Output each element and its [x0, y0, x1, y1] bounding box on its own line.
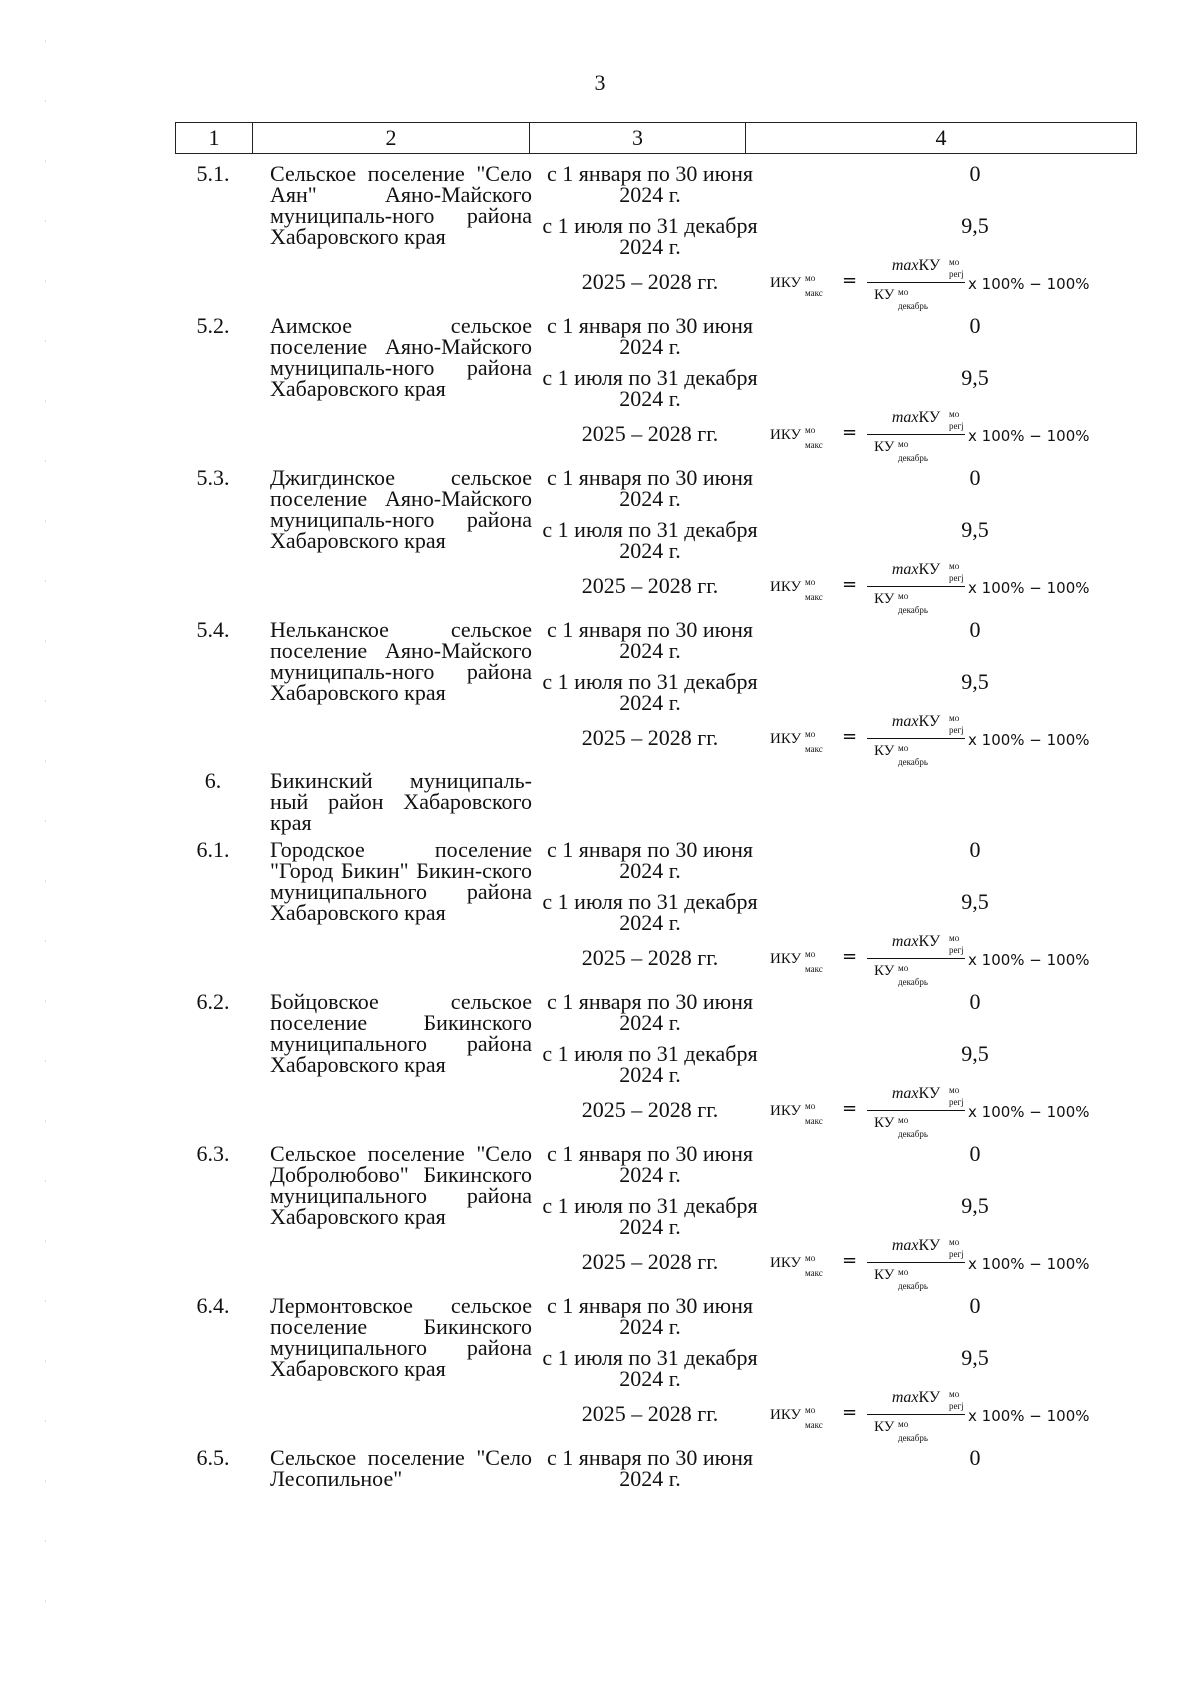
formula-ikumaks: [770, 255, 1140, 309]
period-2025-2028: 2025 – 2028 гг.: [581, 573, 719, 598]
index-value-first-half: 0: [969, 837, 981, 862]
table-row: [175, 467, 1137, 617]
formula-max: max: [891, 1085, 919, 1102]
formula-num-sub: регj: [949, 945, 964, 955]
table-row: [175, 839, 1137, 989]
index-value-second-half: 9,5: [961, 365, 989, 390]
period-2025-2028: 2025 – 2028 гг.: [581, 945, 719, 970]
formula-den-sub: декабрь: [898, 1281, 928, 1291]
formula-lhs-sub: макс: [805, 592, 823, 602]
formula-lhs-sup: мо: [805, 1405, 816, 1415]
formula-den-ku: КУ: [874, 1115, 895, 1131]
formula-num-sup: мо: [949, 257, 960, 267]
formula-numerator: [867, 1387, 965, 1411]
formula-lhs-text: ИКУ: [770, 579, 802, 595]
formula-fraction-bar: [867, 1110, 965, 1111]
formula-max: max: [891, 933, 919, 950]
table-row: [175, 163, 1137, 313]
index-value-second-half: 9,5: [961, 517, 989, 542]
formula-num-ku: КУ: [918, 1237, 941, 1254]
formula-lhs-text: ИКУ: [770, 1255, 802, 1271]
scan-margin-artifact: [45, 40, 46, 1640]
header-col-1: 1: [176, 123, 253, 154]
formula-den-sup: мо: [898, 439, 909, 449]
formula-denominator: [874, 961, 928, 987]
formula-lhs-sup: мо: [805, 729, 816, 739]
formula-fraction-bar: [867, 1262, 965, 1263]
formula-num-sub: регj: [949, 573, 964, 583]
index-value-second-half: 9,5: [961, 889, 989, 914]
period-second-half-2024: с 1 июля по 31 декабря 2024 г.: [542, 517, 758, 563]
formula-den-ku: КУ: [874, 287, 895, 303]
formula-fraction-bar: [867, 958, 965, 959]
formula-lhs-sup: мо: [805, 273, 816, 283]
formula-tail: x 100% − 100%: [968, 275, 1090, 293]
formula-lhs-text: ИКУ: [770, 427, 802, 443]
period-first-half-2024: с 1 января по 30 июня 2024 г.: [546, 1445, 753, 1491]
formula-ikumaks: [770, 559, 1140, 613]
formula-lhs-text: ИКУ: [770, 1407, 802, 1423]
period-second-half-2024: с 1 июля по 31 декабря 2024 г.: [542, 365, 758, 411]
formula-den-sub: декабрь: [898, 605, 928, 615]
period-second-half-2024: с 1 июля по 31 декабря 2024 г.: [542, 669, 758, 715]
period-2025-2028: 2025 – 2028 гг.: [581, 725, 719, 750]
formula-numerator: [867, 711, 965, 735]
period-2025-2028: 2025 – 2028 гг.: [581, 1401, 719, 1426]
formula-equals: =: [842, 1250, 858, 1271]
formula-ikumaks: [770, 1387, 1140, 1441]
formula-max: max: [891, 561, 919, 578]
formula-lhs-text: ИКУ: [770, 1103, 802, 1119]
formula-num-ku: КУ: [918, 933, 941, 950]
row-number: 5.4.: [196, 617, 230, 642]
formula-ikumaks: [770, 931, 1140, 985]
table-row: [175, 315, 1137, 465]
formula-num-sub: регj: [949, 725, 964, 735]
formula-den-sup: мо: [898, 1419, 909, 1429]
formula-lhs: [770, 425, 823, 450]
formula-lhs-sub: макс: [805, 1268, 823, 1278]
formula-num-sup: мо: [949, 561, 960, 571]
formula-den-sub: декабрь: [898, 757, 928, 767]
formula-num-sup: мо: [949, 409, 960, 419]
row-number: 6.1.: [196, 837, 230, 862]
formula-numerator: [867, 255, 965, 279]
period-second-half-2024: с 1 июля по 31 декабря 2024 г.: [542, 1193, 758, 1239]
formula-den-ku: КУ: [874, 743, 895, 759]
index-value-second-half: 9,5: [961, 1041, 989, 1066]
formula-lhs-sup: мо: [805, 425, 816, 435]
table-row: [175, 1143, 1137, 1293]
table-row: [175, 991, 1137, 1141]
formula-max: max: [891, 257, 919, 274]
period-first-half-2024: с 1 января по 30 июня 2024 г.: [546, 989, 753, 1035]
formula-max: max: [891, 409, 919, 426]
formula-lhs-sub: макс: [805, 744, 823, 754]
period-2025-2028: 2025 – 2028 гг.: [581, 1249, 719, 1274]
municipality-name: Лермонтовское сельское поселение Бикинского муниципального района Хабаровского края: [270, 1293, 532, 1381]
formula-den-ku: КУ: [874, 963, 895, 979]
formula-fraction-bar: [867, 1414, 965, 1415]
formula-num-ku: КУ: [918, 713, 941, 730]
formula-denominator: [874, 437, 928, 463]
period-first-half-2024: с 1 января по 30 июня 2024 г.: [546, 837, 753, 883]
header-col-4: 4: [746, 123, 1137, 154]
formula-equals: =: [842, 726, 858, 747]
formula-den-sub: декабрь: [898, 1433, 928, 1443]
formula-den-sub: декабрь: [898, 453, 928, 463]
formula-numerator: [867, 1083, 965, 1107]
formula-fraction-bar: [867, 586, 965, 587]
formula-tail: x 100% − 100%: [968, 427, 1090, 445]
formula-lhs-sub: макс: [805, 1116, 823, 1126]
period-first-half-2024: с 1 января по 30 июня 2024 г.: [546, 161, 753, 207]
table-row: [175, 1447, 1137, 1507]
formula-den-sup: мо: [898, 591, 909, 601]
row-number: 5.2.: [196, 313, 230, 338]
formula-lhs: [770, 1253, 823, 1278]
formula-tail: x 100% − 100%: [968, 579, 1090, 597]
municipality-name: Сельское поселение "Село Добролюбово" Бикинского муниципального района Хабаровского края: [270, 1141, 532, 1229]
period-first-half-2024: с 1 января по 30 июня 2024 г.: [546, 617, 753, 663]
index-value-first-half: 0: [969, 465, 981, 490]
formula-tail: x 100% − 100%: [968, 1255, 1090, 1273]
formula-equals: =: [842, 270, 858, 291]
period-second-half-2024: с 1 июля по 31 декабря 2024 г.: [542, 1041, 758, 1087]
page-number: 3: [594, 70, 606, 95]
formula-den-sup: мо: [898, 743, 909, 753]
formula-equals: =: [842, 1402, 858, 1423]
formula-num-sub: регj: [949, 1249, 964, 1259]
index-value-first-half: 0: [969, 313, 981, 338]
index-value-second-half: 9,5: [961, 1193, 989, 1218]
formula-lhs-sup: мо: [805, 1253, 816, 1263]
formula-num-sub: регj: [949, 1401, 964, 1411]
row-number: 6.4.: [196, 1293, 230, 1318]
formula-lhs-text: ИКУ: [770, 951, 802, 967]
formula-lhs: [770, 577, 823, 602]
formula-lhs-text: ИКУ: [770, 275, 802, 291]
formula-fraction-bar: [867, 282, 965, 283]
row-number: 6.2.: [196, 989, 230, 1014]
formula-num-ku: КУ: [918, 257, 941, 274]
header-col-2: 2: [253, 123, 530, 154]
formula-equals: =: [842, 1098, 858, 1119]
formula-lhs-text: ИКУ: [770, 731, 802, 747]
formula-num-sub: регj: [949, 269, 964, 279]
formula-num-sup: мо: [949, 1389, 960, 1399]
formula-fraction-bar: [867, 434, 965, 435]
table-header: [175, 122, 1137, 154]
municipality-name: Бикинский муниципаль-ный район Хабаровского края: [270, 768, 532, 835]
formula-num-sup: мо: [949, 1237, 960, 1247]
formula-ikumaks: [770, 407, 1140, 461]
formula-den-sub: декабрь: [898, 977, 928, 987]
formula-max: max: [891, 1389, 919, 1406]
formula-den-ku: КУ: [874, 1267, 895, 1283]
row-number: 5.1.: [196, 161, 230, 186]
formula-lhs: [770, 729, 823, 754]
municipality-name: Аимское сельское поселение Аяно-Майского муниципаль-ного района Хабаровского края: [270, 313, 532, 401]
index-value-second-half: 9,5: [961, 1345, 989, 1370]
row-number: 6.: [204, 768, 222, 793]
formula-num-sub: регj: [949, 1097, 964, 1107]
index-value-first-half: 0: [969, 1141, 981, 1166]
formula-tail: x 100% − 100%: [968, 731, 1090, 749]
row-number: 6.3.: [196, 1141, 230, 1166]
municipality-name: Сельское поселение "Село Лесопильное": [270, 1445, 532, 1491]
municipality-name: Городское поселение "Город Бикин" Бикин-ского муниципального района Хабаровского края: [270, 837, 532, 925]
formula-den-ku: КУ: [874, 591, 895, 607]
period-first-half-2024: с 1 января по 30 июня 2024 г.: [546, 1293, 753, 1339]
formula-lhs-sub: макс: [805, 288, 823, 298]
formula-lhs-sub: макс: [805, 964, 823, 974]
formula-num-ku: КУ: [918, 1085, 941, 1102]
municipality-name: Бойцовское сельское поселение Бикинского муниципального района Хабаровского края: [270, 989, 532, 1077]
formula-den-sup: мо: [898, 963, 909, 973]
formula-denominator: [874, 589, 928, 615]
formula-lhs-sup: мо: [805, 577, 816, 587]
formula-denominator: [874, 1265, 928, 1291]
formula-num-ku: КУ: [918, 1389, 941, 1406]
formula-ikumaks: [770, 1235, 1140, 1289]
formula-lhs-sup: мо: [805, 949, 816, 959]
period-first-half-2024: с 1 января по 30 июня 2024 г.: [546, 1141, 753, 1187]
formula-num-sup: мо: [949, 933, 960, 943]
municipality-name: Нельканское сельское поселение Аяно-Майского муниципаль-ного района Хабаровского края: [270, 617, 532, 705]
formula-den-sup: мо: [898, 1115, 909, 1125]
formula-numerator: [867, 559, 965, 583]
formula-equals: =: [842, 574, 858, 595]
index-value-second-half: 9,5: [961, 669, 989, 694]
formula-tail: x 100% − 100%: [968, 951, 1090, 969]
formula-lhs: [770, 1101, 823, 1126]
formula-den-sub: декабрь: [898, 301, 928, 311]
formula-tail: x 100% − 100%: [968, 1103, 1090, 1121]
index-value-first-half: 0: [969, 617, 981, 642]
formula-denominator: [874, 285, 928, 311]
period-first-half-2024: с 1 января по 30 июня 2024 г.: [546, 465, 753, 511]
formula-max: max: [891, 1237, 919, 1254]
header-col-3: 3: [530, 123, 746, 154]
formula-num-ku: КУ: [918, 409, 941, 426]
period-second-half-2024: с 1 июля по 31 декабря 2024 г.: [542, 1345, 758, 1391]
row-number: 6.5.: [196, 1445, 230, 1470]
formula-den-sup: мо: [898, 287, 909, 297]
formula-den-sup: мо: [898, 1267, 909, 1277]
formula-lhs: [770, 273, 823, 298]
table-row: [175, 619, 1137, 769]
municipality-name: Сельское поселение "Село Аян" Аяно-Майского муниципаль-ного района Хабаровского края: [270, 161, 532, 249]
formula-den-ku: КУ: [874, 439, 895, 455]
formula-ikumaks: [770, 711, 1140, 765]
formula-numerator: [867, 1235, 965, 1259]
index-value-first-half: 0: [969, 1445, 981, 1470]
formula-lhs-sup: мо: [805, 1101, 816, 1111]
formula-max: max: [891, 713, 919, 730]
formula-lhs-sub: макс: [805, 1420, 823, 1430]
formula-ikumaks: [770, 1083, 1140, 1137]
period-first-half-2024: с 1 января по 30 июня 2024 г.: [546, 313, 753, 359]
formula-lhs: [770, 949, 823, 974]
formula-den-ku: КУ: [874, 1419, 895, 1435]
formula-num-sub: регj: [949, 421, 964, 431]
formula-num-sup: мо: [949, 1085, 960, 1095]
formula-lhs: [770, 1405, 823, 1430]
table-row: [175, 1295, 1137, 1445]
formula-tail: x 100% − 100%: [968, 1407, 1090, 1425]
formula-denominator: [874, 1113, 928, 1139]
row-number: 5.3.: [196, 465, 230, 490]
index-value-first-half: 0: [969, 989, 981, 1014]
index-value-first-half: 0: [969, 1293, 981, 1318]
formula-num-sup: мо: [949, 713, 960, 723]
table-row: [175, 770, 1137, 840]
period-2025-2028: 2025 – 2028 гг.: [581, 1097, 719, 1122]
period-2025-2028: 2025 – 2028 гг.: [581, 421, 719, 446]
formula-denominator: [874, 741, 928, 767]
index-value-second-half: 9,5: [961, 213, 989, 238]
formula-denominator: [874, 1417, 928, 1443]
index-value-first-half: 0: [969, 161, 981, 186]
formula-equals: =: [842, 422, 858, 443]
period-second-half-2024: с 1 июля по 31 декабря 2024 г.: [542, 889, 758, 935]
formula-fraction-bar: [867, 738, 965, 739]
formula-numerator: [867, 931, 965, 955]
formula-lhs-sub: макс: [805, 440, 823, 450]
formula-numerator: [867, 407, 965, 431]
formula-equals: =: [842, 946, 858, 967]
period-second-half-2024: с 1 июля по 31 декабря 2024 г.: [542, 213, 758, 259]
municipality-name: Джигдинское сельское поселение Аяно-Майского муниципаль-ного района Хабаровского края: [270, 465, 532, 553]
formula-num-ku: КУ: [918, 561, 941, 578]
formula-den-sub: декабрь: [898, 1129, 928, 1139]
period-2025-2028: 2025 – 2028 гг.: [581, 269, 719, 294]
